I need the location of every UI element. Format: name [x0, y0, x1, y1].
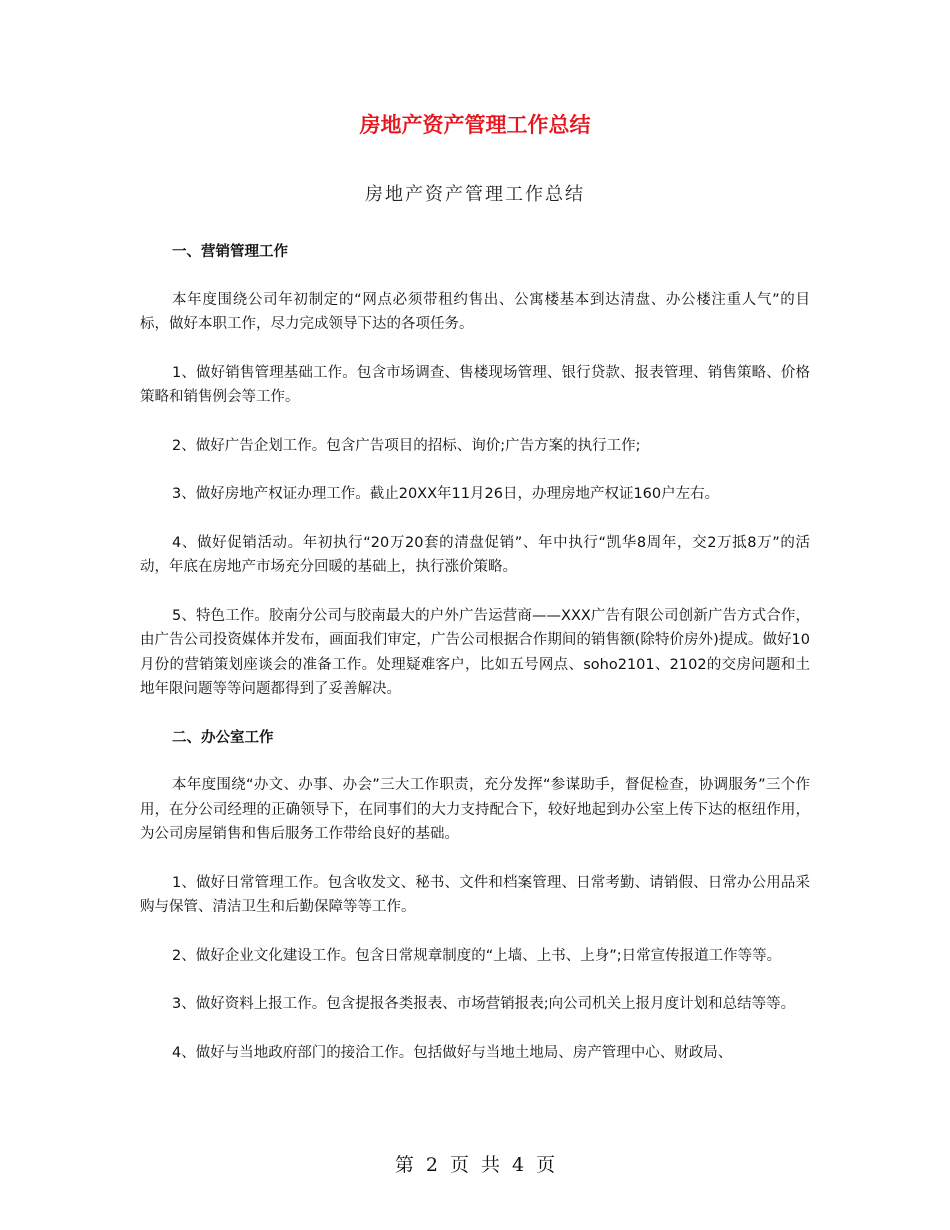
paragraph: 2、做好企业文化建设工作。包含日常规章制度的“上墙、上书、上身”;日常宣传报道工作等等。 [172, 947, 782, 964]
paragraph: 3、做好资料上报工作。包含提报各类报表、市场营销报表;向公司机关上报月度计划和总结等等。 [172, 996, 796, 1012]
document-subtitle: 房地产资产管理工作总结 [365, 184, 585, 205]
document-body [140, 240, 810, 1089]
paragraph: 4、做好促销活动。年初执行“20万20套的清盘促销”、年中执行“凯华8周年，交2万抵8万”的活动，年底在房地产市场充分回暖的基础上，执行涨价策略。 [140, 534, 810, 575]
paragraph: 1、做好日常管理工作。包含收发文、秘书、文件和档案管理、日常考勤、请销假、日常办公用品采购与保管、清洁卫生和后勤保障等等工作。 [140, 874, 810, 915]
document-title: 房地产资产管理工作总结 [359, 113, 591, 137]
paragraph: 2、做好广告企划工作。包含广告项目的招标、询价;广告方案的执行工作; [172, 437, 641, 454]
paragraph: 本年度围绕公司年初制定的“网点必须带租约售出、公寓楼基本到达清盘、办公楼注重人气”的目标，做好本职工作，尽力完成领导下达的各项任务。 [140, 291, 810, 332]
paragraph: 3、做好房地产权证办理工作。截止20XX年11月26日，办理房地产权证160户左右。 [172, 486, 720, 502]
paragraph: 1、做好销售管理基础工作。包含市场调查、售楼现场管理、银行贷款、报表管理、销售策略、价格策略和销售例会等工作。 [140, 364, 810, 405]
page-footer: 第 2 页 共 4 页 [394, 1154, 556, 1176]
paragraph: 4、做好与当地政府部门的接洽工作。包括做好与当地土地局、房产管理中心、财政局、 [172, 1044, 733, 1061]
paragraph: 5、特色工作。胶南分公司与胶南最大的户外广告运营商——XXX广告有限公司创新广告方式合作，由广告公司投资媒体并发布，画面我们审定，广告公司根据合作期间的销售额(除特价房外)提成。做好10月份的营销策划座谈会的准备工作。处理疑难客户，比如五号网点、soho2101、2102的交房问题和土地年限问题等等问题都得到了妥善解决。 [140, 607, 810, 697]
section-heading: 一、营销管理工作 [172, 244, 288, 260]
section-heading: 二、办公室工作 [172, 729, 274, 746]
paragraph: 本年度围绕“办文、办事、办会”三大工作职责，充分发挥“参谋助手，督促检查，协调服务”三个作用，在分公司经理的正确领导下，在同事们的大力支持配合下，较好地起到办公室上传下达的枢纽作用，为公司房屋销售和售后服务工作带给良好的基础。 [140, 777, 810, 842]
